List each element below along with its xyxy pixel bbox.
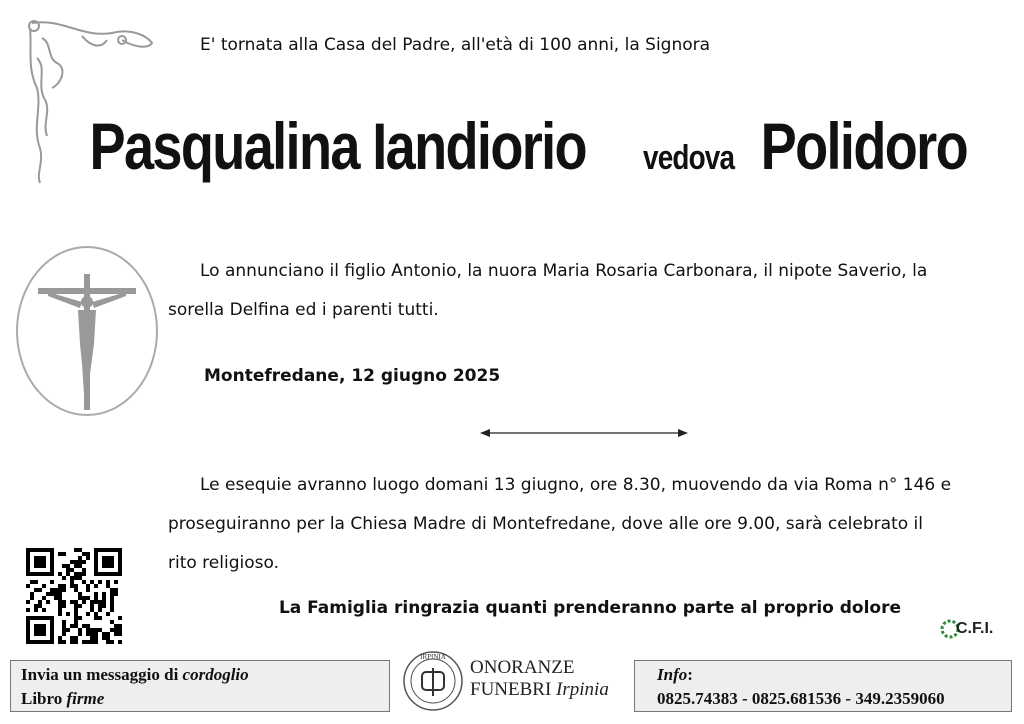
- guestbook-link[interactable]: firme: [66, 689, 105, 708]
- deceased-name: [0, 108, 1024, 184]
- condolence-link[interactable]: cordoglio: [182, 665, 249, 684]
- divider-arrow-icon: [478, 426, 690, 440]
- qr-code[interactable]: [26, 548, 122, 644]
- funeral-home-line1: ONORANZE: [470, 657, 575, 678]
- thanks-text: La Famiglia ringrazia quanti prenderanno parte al proprio dolore: [278, 598, 902, 618]
- announcement-paragraph: [168, 252, 1004, 330]
- condolence-prefix: Invia un messaggio di: [21, 665, 179, 684]
- cfi-logo-text: C.F.I.: [956, 620, 994, 637]
- funeral-paragraph: [168, 466, 1004, 583]
- funeral-line: proseguiranno per la Chiesa Madre di Montefredane, dove alle ore 9.00, sarà celebrato il: [168, 514, 923, 534]
- condolence-box[interactable]: [10, 660, 390, 712]
- funeral-line: rito religioso.: [168, 553, 279, 573]
- funeral-home-line2-italic: Irpinia: [556, 679, 609, 700]
- crucifix-icon: [14, 244, 160, 418]
- funeral-line: Le esequie avranno luogo domani 13 giugno, ore 8.30, muovendo da via Roma n° 146 e: [200, 475, 952, 495]
- deceased-vedova: vedova: [643, 139, 735, 177]
- funeral-home-name: [470, 657, 609, 701]
- info-label: Info: [657, 665, 688, 684]
- guestbook-prefix: Libro: [21, 689, 63, 708]
- announcement-line: Lo annunciano il figlio Antonio, la nuora Maria Rosaria Carbonara, il nipote Saverio, la: [200, 261, 928, 281]
- info-box: Info: 0825.74383 - 0825.681536 - 349.2359060: [634, 660, 1012, 712]
- deceased-last-name: Polidoro: [760, 109, 967, 183]
- intro-text: E' tornata alla Casa del Padre, all'età di 100 anni, la Signora: [200, 35, 711, 55]
- logo-arc-text: IRPINIA: [420, 653, 446, 661]
- funeral-home-line2: FUNEBRI: [470, 679, 552, 700]
- announcement-line: sorella Delfina ed i parenti tutti.: [168, 300, 439, 320]
- funeral-home-logo-icon: [402, 650, 464, 712]
- deceased-first-name: Pasqualina Iandiorio: [89, 109, 586, 183]
- info-phones[interactable]: 0825.74383 - 0825.681536 - 349.2359060: [657, 689, 945, 708]
- place-date: Montefredane, 12 giugno 2025: [204, 366, 501, 386]
